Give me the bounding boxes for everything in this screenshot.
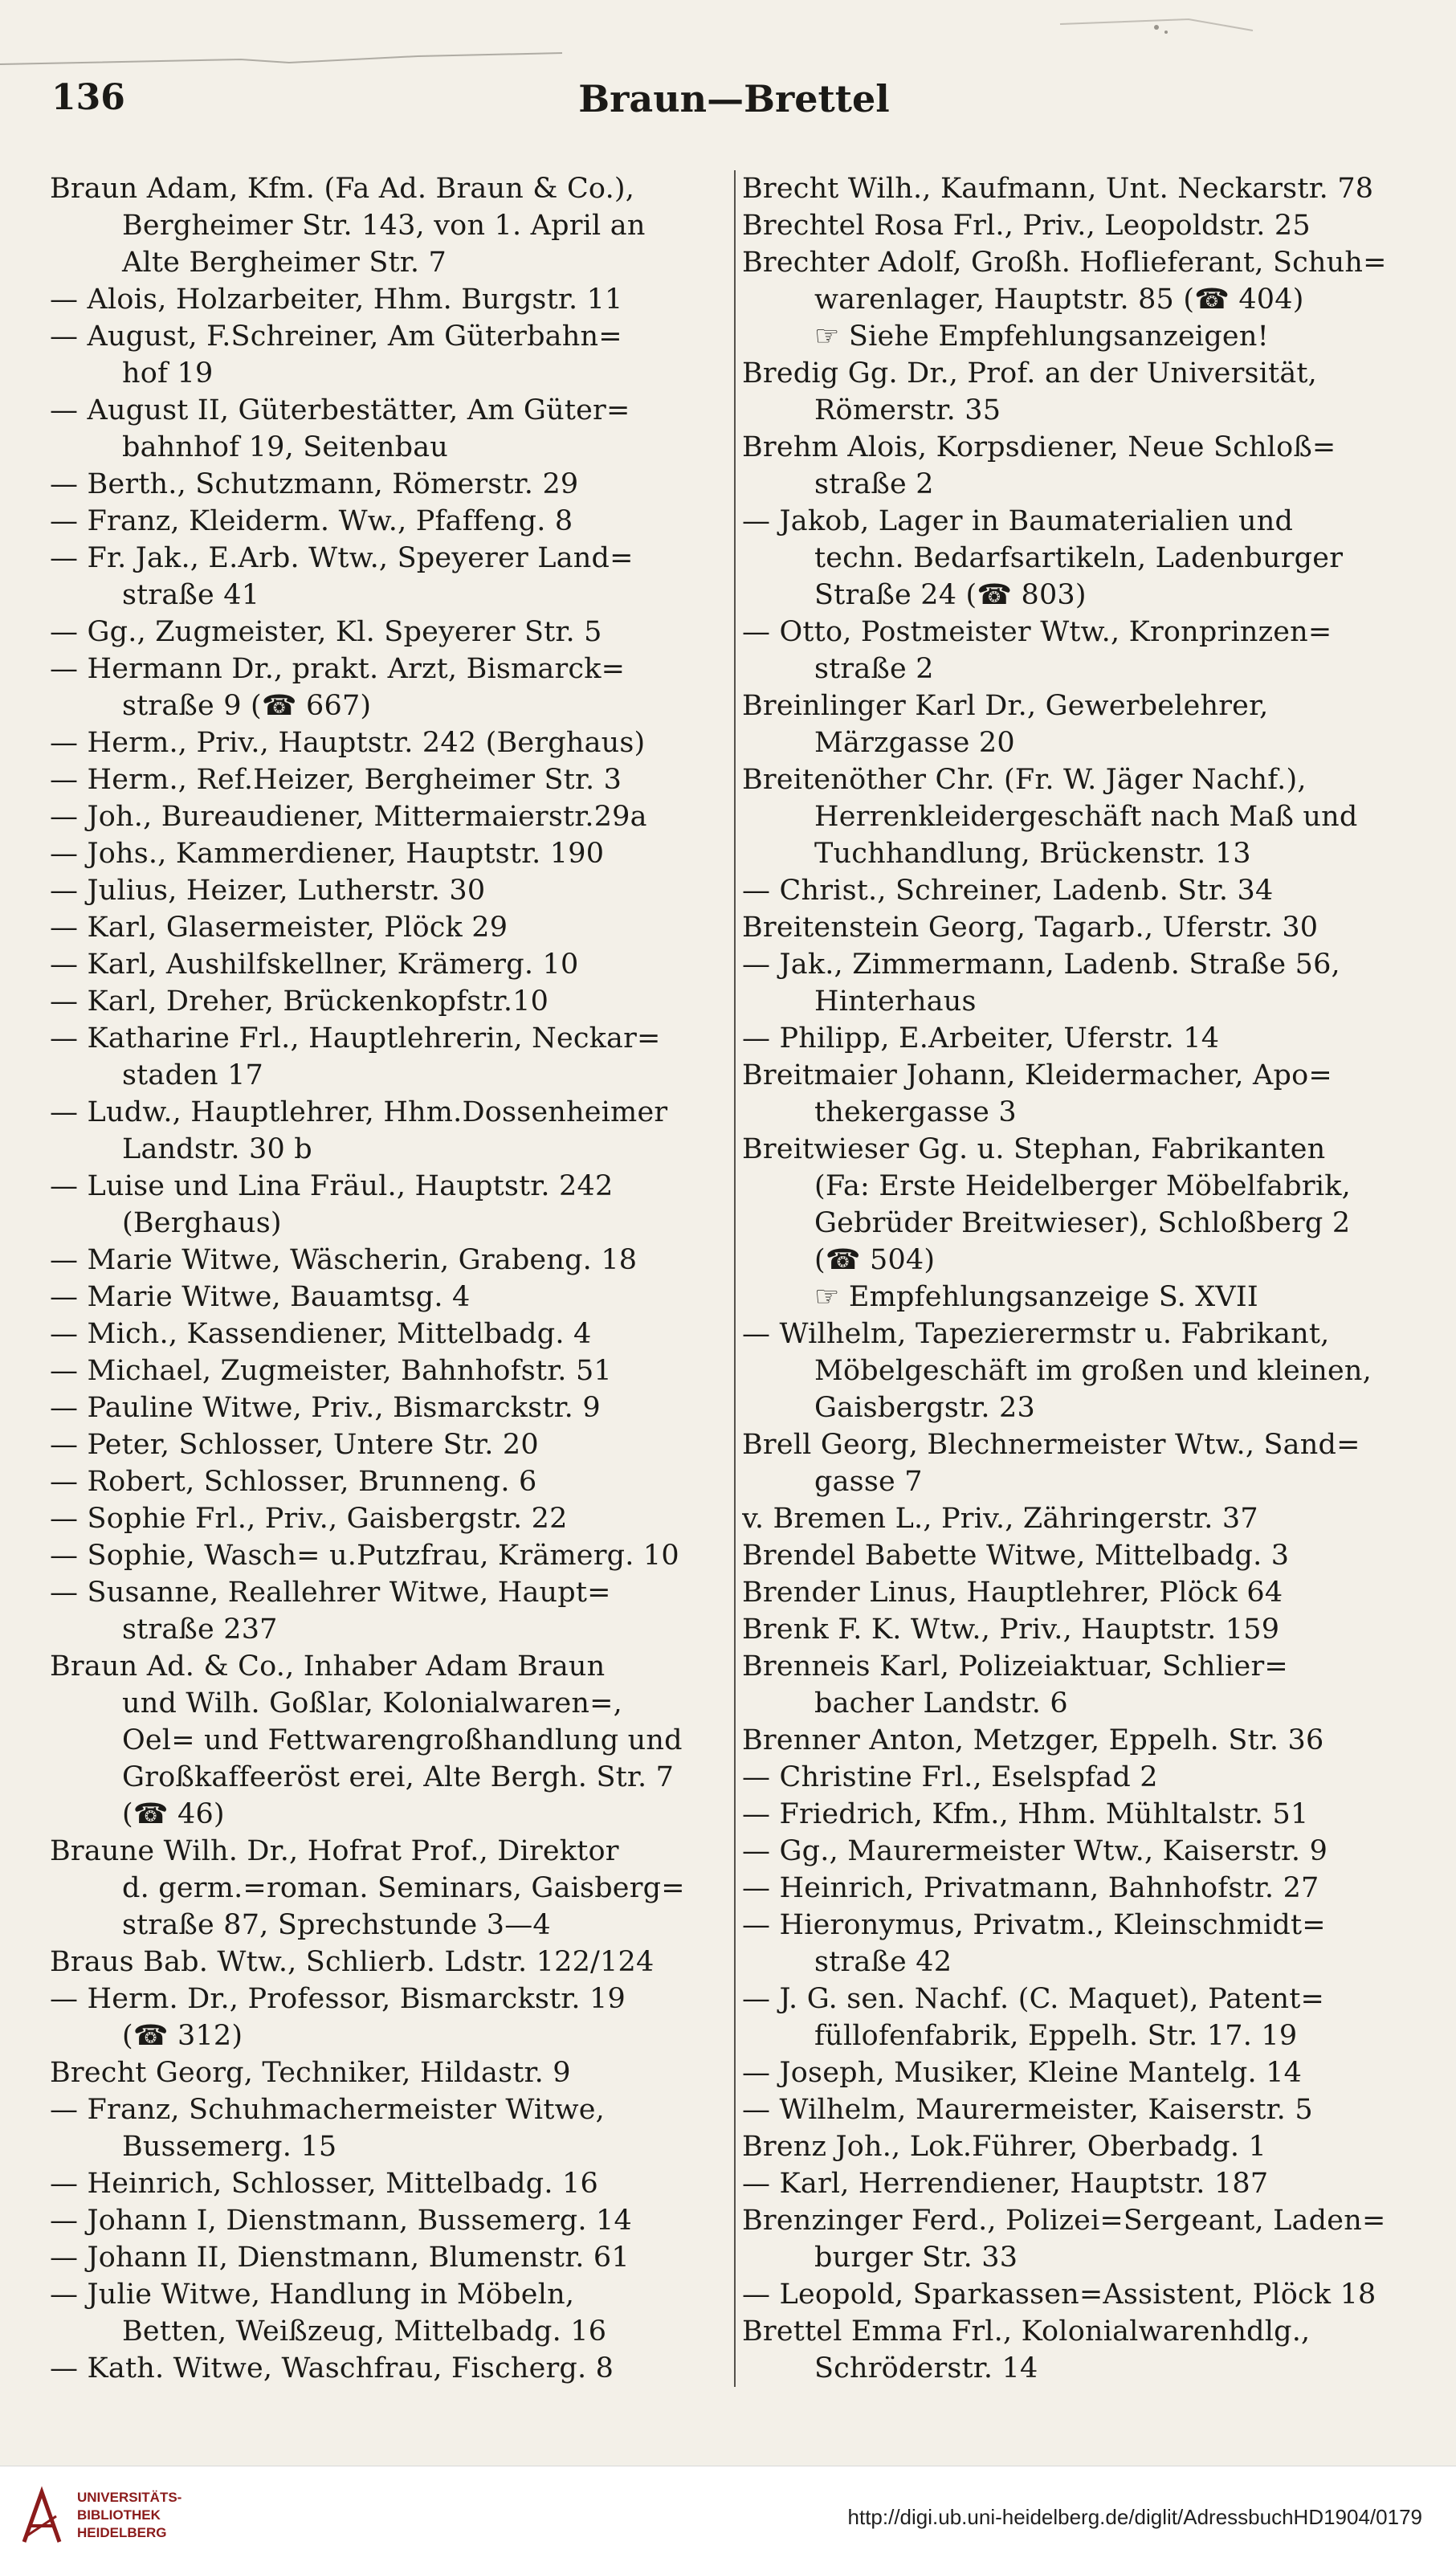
entry-line: Brender Linus, Hauptlehrer, Plöck 64	[742, 1577, 1283, 1609]
directory-entry	[50, 798, 726, 835]
entry-line: Braune Wilh. Dr., Hofrat Prof., Direktor	[50, 1835, 619, 1867]
entry-line: — Christine Frl., Eselspfad 2	[742, 1761, 1158, 1793]
entry-line: Breitwieser Gg. u. Stephan, Fabrikanten	[742, 1133, 1326, 1165]
directory-entry	[742, 1426, 1415, 1500]
directory-entry	[50, 983, 726, 1020]
directory-entry	[50, 835, 726, 872]
entry-continuation-line: Römerstr. 35	[814, 394, 1001, 426]
directory-entry	[742, 1648, 1415, 1722]
entry-line: — Gg., Zugmeister, Kl. Speyerer Str. 5	[50, 616, 602, 648]
entry-line: — August II, Güterbestätter, Am Güter=	[50, 394, 630, 426]
entry-line: Brenk F. K. Wtw., Priv., Hauptstr. 159	[742, 1613, 1280, 1646]
entry-continuation-line: thekergasse 3	[814, 1096, 1017, 1128]
directory-entry	[50, 614, 726, 651]
entry-continuation-line: Betten, Weißzeug, Mittelbadg. 16	[122, 2315, 607, 2348]
directory-entry	[742, 1574, 1415, 1611]
directory-entry	[50, 2202, 726, 2239]
directory-entry	[742, 207, 1415, 244]
directory-entry	[50, 946, 726, 983]
entry-line: — Katharine Frl., Hauptlehrerin, Neckar=	[50, 1022, 661, 1055]
directory-entry	[742, 429, 1415, 503]
entry-continuation-line: Straße 24 (☎ 803)	[814, 579, 1087, 611]
entry-line: — Wilhelm, Tapezierermstr u. Fabrikant,	[742, 1318, 1330, 1350]
directory-entry	[742, 503, 1415, 614]
entry-continuation-line: (☎ 312)	[122, 2020, 243, 2052]
entry-line: — Robert, Schlosser, Brunneng. 6	[50, 1466, 537, 1498]
entry-continuation-line: Gaisbergstr. 23	[814, 1392, 1035, 1424]
directory-entry	[742, 1981, 1415, 2054]
directory-entry	[50, 1833, 726, 1944]
entry-line: Brechtel Rosa Frl., Priv., Leopoldstr. 25	[742, 210, 1311, 242]
entry-line: — Jakob, Lager in Baumaterialien und	[742, 505, 1294, 537]
library-name-line: UNIVERSITÄTS-	[77, 2490, 182, 2505]
entry-line: — Philipp, E.Arbeiter, Uferstr. 14	[742, 1022, 1220, 1055]
entry-line: — Ludw., Hauptlehrer, Hhm.Dossenheimer	[50, 1096, 668, 1128]
entry-continuation-line: Schröderstr. 14	[814, 2352, 1038, 2384]
entry-continuation-line: Großkaffeeröst erei, Alte Bergh. Str. 7	[122, 1761, 675, 1793]
entry-line: — Kath. Witwe, Waschfrau, Fischerg. 8	[50, 2352, 614, 2384]
entry-line: Breitenstein Georg, Tagarb., Uferstr. 30	[742, 912, 1319, 944]
entry-continuation-line: ☞ Empfehlungsanzeige S. XVII	[814, 1281, 1258, 1313]
entry-line: — Johann I, Dienstmann, Bussemerg. 14	[50, 2205, 632, 2237]
entry-continuation-line: füllofenfabrik, Eppelh. Str. 17. 19	[814, 2020, 1298, 2052]
entry-continuation-line: straße 237	[122, 1613, 278, 1646]
page-header	[51, 77, 1417, 133]
directory-entry	[742, 872, 1415, 909]
entry-continuation-line: Bussemerg. 15	[122, 2131, 337, 2163]
entry-continuation-line: (☎ 46)	[122, 1798, 225, 1830]
entry-line: — Franz, Schuhmachermeister Witwe,	[50, 2094, 605, 2126]
directory-entry	[742, 761, 1415, 872]
entry-continuation-line: staden 17	[122, 1059, 264, 1091]
entry-continuation-line: burger Str. 33	[814, 2242, 1018, 2274]
directory-entry	[50, 2165, 726, 2202]
directory-entry	[50, 1426, 726, 1463]
directory-entry	[742, 687, 1415, 761]
directory-entry	[50, 1574, 726, 1648]
directory-entry	[742, 1870, 1415, 1907]
entry-line: Bredig Gg. Dr., Prof. an der Universität,	[742, 357, 1317, 390]
entry-line: — Herm., Priv., Hauptstr. 242 (Berghaus)	[50, 727, 646, 759]
entry-continuation-line: (Fa: Erste Heidelberger Möbelfabrik,	[814, 1170, 1351, 1202]
entry-continuation-line: Oel= und Fettwarengroßhandlung und	[122, 1724, 683, 1756]
directory-entry	[50, 466, 726, 503]
directory-entry	[50, 281, 726, 318]
entry-continuation-line: bacher Landstr. 6	[814, 1687, 1068, 1720]
page-edge-noise	[0, 0, 1456, 72]
library-name-line: HEIDELBERG	[77, 2525, 167, 2540]
directory-entry	[742, 946, 1415, 1020]
entry-continuation-line: d. germ.=roman. Seminars, Gaisberg=	[122, 1872, 685, 1904]
directory-entry	[50, 1020, 726, 1094]
entry-line: — Christ., Schreiner, Ladenb. Str. 34	[742, 875, 1274, 907]
directory-entry	[50, 1537, 726, 1574]
entry-line: — Otto, Postmeister Wtw., Kronprinzen=	[742, 616, 1332, 648]
directory-entry	[742, 170, 1415, 207]
entry-continuation-line: Märzgasse 20	[814, 727, 1015, 759]
entry-continuation-line: bahnhof 19, Seitenbau	[122, 431, 449, 463]
directory-entry	[50, 2350, 726, 2387]
entry-line: — Michael, Zugmeister, Bahnhofstr. 51	[50, 1355, 612, 1387]
entry-continuation-line: und Wilh. Goßlar, Kolonialwaren=,	[122, 1687, 622, 1720]
entry-line: — Sophie Frl., Priv., Gaisbergstr. 22	[50, 1503, 568, 1535]
entry-line: — Marie Witwe, Bauamtsg. 4	[50, 1281, 471, 1313]
entry-line: — Hermann Dr., prakt. Arzt, Bismarck=	[50, 653, 626, 685]
entry-line: — Berth., Schutzmann, Römerstr. 29	[50, 468, 579, 500]
directory-entry	[742, 1722, 1415, 1759]
library-name	[77, 2489, 181, 2542]
directory-entry	[50, 318, 726, 392]
directory-entry	[742, 244, 1415, 355]
directory-entry	[742, 2313, 1415, 2387]
entry-line: — Wilhelm, Maurermeister, Kaiserstr. 5	[742, 2094, 1313, 2126]
entry-line: — Franz, Kleiderm. Ww., Pfaffeng. 8	[50, 505, 573, 537]
entry-continuation-line: straße 2	[814, 468, 934, 500]
entry-line: Breitenöther Chr. (Fr. W. Jäger Nachf.),	[742, 764, 1307, 796]
entry-line: — Joseph, Musiker, Kleine Mantelg. 14	[742, 2057, 1303, 2089]
entry-line: — Karl, Glasermeister, Plöck 29	[50, 912, 508, 944]
entry-line: Brecht Georg, Techniker, Hildastr. 9	[50, 2057, 571, 2089]
entry-line: — Luise und Lina Fräul., Hauptstr. 242	[50, 1170, 614, 1202]
directory-entry	[742, 1131, 1415, 1316]
entry-line: Braus Bab. Wtw., Schlierb. Ldstr. 122/124	[50, 1946, 655, 1978]
directory-entry	[742, 1759, 1415, 1796]
directory-entry	[50, 1168, 726, 1242]
entry-line: Brechter Adolf, Großh. Hoflieferant, Schuh=	[742, 247, 1387, 279]
entry-line: Braun Adam, Kfm. (Fa Ad. Braun & Co.),	[50, 173, 635, 205]
directory-entry	[50, 1094, 726, 1168]
directory-entry	[50, 724, 726, 761]
entry-line: v. Bremen L., Priv., Zähringerstr. 37	[742, 1503, 1258, 1535]
right-column	[742, 170, 1415, 2387]
entry-line: — Jak., Zimmermann, Ladenb. Straße 56,	[742, 948, 1340, 981]
entry-line: Brehm Alois, Korpsdiener, Neue Schloß=	[742, 431, 1336, 463]
entry-continuation-line: (Berghaus)	[122, 1207, 282, 1239]
directory-entry	[50, 1463, 726, 1500]
library-name-line: BIBLIOTHEK	[77, 2507, 161, 2523]
directory-entry	[50, 2239, 726, 2276]
entry-line: Breinlinger Karl Dr., Gewerbelehrer,	[742, 690, 1269, 722]
entry-line: — Susanne, Reallehrer Witwe, Haupt=	[50, 1577, 611, 1609]
entry-continuation-line: straße 2	[814, 653, 934, 685]
entry-continuation-line: straße 9 (☎ 667)	[122, 690, 372, 722]
directory-entry	[50, 651, 726, 724]
entry-line: — Marie Witwe, Wäscherin, Grabeng. 18	[50, 1244, 638, 1276]
university-library-logo-icon	[18, 2484, 66, 2548]
footer-bar	[0, 2466, 1456, 2566]
entry-continuation-line: Gebrüder Breitwieser), Schloßberg 2	[814, 1207, 1351, 1239]
entry-continuation-line: Hinterhaus	[814, 985, 977, 1018]
entry-line: — Mich., Kassendiener, Mittelbadg. 4	[50, 1318, 592, 1350]
directory-entry	[742, 1796, 1415, 1833]
entry-line: — Julie Witwe, Handlung in Möbeln,	[50, 2278, 575, 2311]
entry-line: — Peter, Schlosser, Untere Str. 20	[50, 1429, 539, 1461]
entry-line: — Sophie, Wasch= u.Putzfrau, Krämerg. 10	[50, 1540, 679, 1572]
directory-entry	[50, 1648, 726, 1833]
directory-entry	[50, 1352, 726, 1389]
directory-entry	[50, 540, 726, 614]
directory-entry	[742, 2276, 1415, 2313]
entry-line: — Joh., Bureaudiener, Mittermaierstr.29a	[50, 801, 647, 833]
directory-entry	[742, 1020, 1415, 1057]
entry-line: Braun Ad. & Co., Inhaber Adam Braun	[50, 1650, 606, 1683]
entry-line: — Hieronymus, Privatm., Kleinschmidt=	[742, 1909, 1326, 1941]
directory-entry	[742, 614, 1415, 687]
entry-continuation-line: Möbelgeschäft im großen und kleinen,	[814, 1355, 1372, 1387]
entry-continuation-line: Bergheimer Str. 143, von 1. April an	[122, 210, 646, 242]
entry-line: — Karl, Aushilfskellner, Krämerg. 10	[50, 948, 579, 981]
entry-continuation-line: techn. Bedarfsartikeln, Ladenburger	[814, 542, 1344, 574]
directory-entry	[742, 1611, 1415, 1648]
running-head: Braun—Brettel	[578, 77, 890, 120]
directory-entry	[50, 761, 726, 798]
entry-line: — J. G. sen. Nachf. (C. Maquet), Patent=	[742, 1983, 1325, 2015]
directory-entry	[50, 1500, 726, 1537]
entry-continuation-line: warenlager, Hauptstr. 85 (☎ 404)	[814, 284, 1304, 316]
entry-continuation-line: straße 87, Sprechstunde 3—4	[122, 1909, 551, 1941]
directory-entry	[742, 355, 1415, 429]
entry-line: Brenner Anton, Metzger, Eppelh. Str. 36	[742, 1724, 1324, 1756]
left-column	[50, 170, 726, 2387]
entry-line: — Gg., Maurermeister Wtw., Kaiserstr. 9	[742, 1835, 1328, 1867]
entry-continuation-line: straße 41	[122, 579, 260, 611]
directory-entry	[50, 1279, 726, 1316]
directory-entry	[742, 1500, 1415, 1537]
entry-line: Brenz Joh., Lok.Führer, Oberbadg. 1	[742, 2131, 1267, 2163]
entry-line: — August, F.Schreiner, Am Güterbahn=	[50, 320, 622, 353]
entry-line: — Friedrich, Kfm., Hhm. Mühltalstr. 51	[742, 1798, 1309, 1830]
entry-line: — Fr. Jak., E.Arb. Wtw., Speyerer Land=	[50, 542, 634, 574]
entry-line: — Heinrich, Privatmann, Bahnhofstr. 27	[742, 1872, 1319, 1904]
page-number: 136	[51, 77, 125, 118]
directory-entry	[742, 1833, 1415, 1870]
entry-line: — Heinrich, Schlosser, Mittelbadg. 16	[50, 2168, 598, 2200]
entry-line: Brenneis Karl, Polizeiaktuar, Schlier=	[742, 1650, 1288, 1683]
directory-entry	[50, 503, 726, 540]
directory-entry	[50, 872, 726, 909]
directory-entry	[742, 2202, 1415, 2276]
directory-entry	[50, 909, 726, 946]
entry-continuation-line: ☞ Siehe Empfehlungsanzeigen!	[814, 320, 1269, 353]
directory-entry	[742, 2091, 1415, 2128]
entry-line: — Karl, Dreher, Brückenkopfstr.10	[50, 985, 549, 1018]
entry-continuation-line: Alte Bergheimer Str. 7	[122, 247, 447, 279]
directory-entry	[50, 1316, 726, 1352]
entry-continuation-line: Tuchhandlung, Brückenstr. 13	[814, 838, 1251, 870]
entry-line: Breitmaier Johann, Kleidermacher, Apo=	[742, 1059, 1332, 1091]
source-url-link[interactable]: http://digi.ub.uni-heidelberg.de/diglit/AdressbuchHD1904/0179	[847, 2505, 1422, 2529]
directory-entry	[742, 1537, 1415, 1574]
entry-continuation-line: gasse 7	[814, 1466, 923, 1498]
directory-entry	[742, 1057, 1415, 1131]
entry-continuation-line: (☎ 504)	[814, 1244, 936, 1276]
directory-entry	[50, 2054, 726, 2091]
entry-line: — Johann II, Dienstmann, Blumenstr. 61	[50, 2242, 630, 2274]
directory-entry	[742, 1316, 1415, 1426]
directory-entry	[50, 170, 726, 281]
entry-line: — Johs., Kammerdiener, Hauptstr. 190	[50, 838, 605, 870]
directory-entry	[742, 1907, 1415, 1981]
entry-continuation-line: Herrenkleidergeschäft nach Maß und	[814, 801, 1358, 833]
entry-line: — Herm., Ref.Heizer, Bergheimer Str. 3	[50, 764, 622, 796]
entry-line: Brell Georg, Blechnermeister Wtw., Sand=	[742, 1429, 1360, 1461]
entry-line: Brendel Babette Witwe, Mittelbadg. 3	[742, 1540, 1290, 1572]
entry-continuation-line: Landstr. 30 b	[122, 1133, 312, 1165]
entry-line: — Pauline Witwe, Priv., Bismarckstr. 9	[50, 1392, 601, 1424]
entry-continuation-line: hof 19	[122, 357, 214, 390]
directory-entry	[50, 1389, 726, 1426]
directory-entry	[50, 2091, 726, 2165]
entry-continuation-line: straße 42	[814, 1946, 952, 1978]
entry-line: — Alois, Holzarbeiter, Hhm. Burgstr. 11	[50, 284, 623, 316]
entry-line: — Leopold, Sparkassen=Assistent, Plöck 18	[742, 2278, 1376, 2311]
directory-entry	[50, 2276, 726, 2350]
entry-line: Brettel Emma Frl., Kolonialwarenhdlg.,	[742, 2315, 1311, 2348]
directory-entry	[50, 1944, 726, 1981]
directory-entry	[50, 1981, 726, 2054]
entry-line: — Karl, Herrendiener, Hauptstr. 187	[742, 2168, 1269, 2200]
entry-line: Brecht Wilh., Kaufmann, Unt. Neckarstr. 78	[742, 173, 1374, 205]
entry-line: — Julius, Heizer, Lutherstr. 30	[50, 875, 486, 907]
entry-line: — Herm. Dr., Professor, Bismarckstr. 19	[50, 1983, 626, 2015]
entry-line: Brenzinger Ferd., Polizei=Sergeant, Laden=	[742, 2205, 1386, 2237]
directory-entry	[742, 2054, 1415, 2091]
directory-entry	[50, 1242, 726, 1279]
directory-entry	[50, 392, 726, 466]
directory-entry	[742, 2128, 1415, 2165]
directory-entry	[742, 909, 1415, 946]
directory-entry	[742, 2165, 1415, 2202]
column-divider	[734, 170, 736, 2387]
